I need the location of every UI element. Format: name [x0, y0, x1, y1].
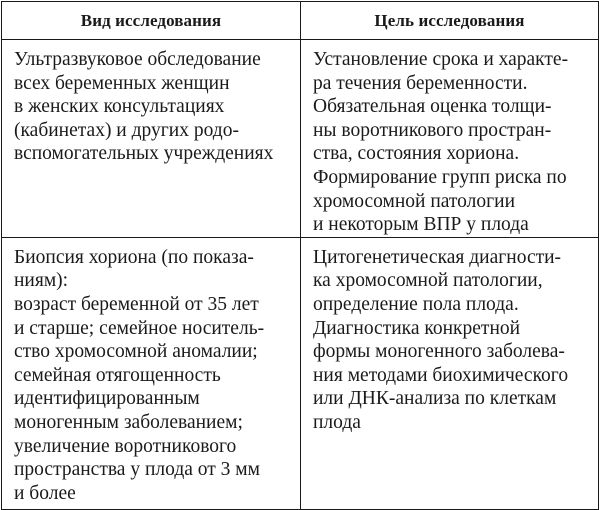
- header-research-goal-label: Цель исследования: [374, 10, 525, 30]
- text-line: Биопсия хориона (по показа-: [14, 246, 254, 268]
- text-line: всех беременных женщин: [14, 72, 230, 94]
- text-line: (кабинетах) и других родо-: [14, 119, 239, 141]
- research-type-cell: [2, 40, 301, 238]
- header-research-type-label: Вид исследования: [80, 10, 222, 30]
- table-row: [2, 40, 599, 238]
- text-line: Формирование групп риска по: [313, 166, 567, 188]
- text-line: идентифицированным: [14, 388, 200, 410]
- text-line: Установление срока и характе-: [313, 49, 569, 70]
- table-header-row: [2, 2, 599, 40]
- text-line: пространства у плода от 3 мм: [14, 459, 260, 481]
- research-table: [1, 1, 599, 510]
- header-research-type: [2, 2, 301, 40]
- text-line: ниям):: [14, 270, 69, 292]
- text-line: и старше; семейное носитель-: [14, 317, 265, 339]
- text-line: ка хромосомной патологии,: [313, 270, 543, 292]
- text-line: ства, состояния хориона.: [313, 143, 520, 165]
- text-line: формы моногенного заболева-: [313, 341, 565, 363]
- text-line: хромосомной патологии: [313, 190, 516, 212]
- research-goal-text: [301, 40, 598, 237]
- table-row: [2, 237, 599, 509]
- text-line: Обязательная оценка толщи-: [313, 96, 552, 118]
- text-line: увеличение воротникового: [14, 435, 237, 457]
- text-line: ра течения беременности.: [313, 72, 528, 94]
- text-line: определение пола плода.: [313, 293, 519, 315]
- text-line: плода: [313, 411, 361, 433]
- text-line: семейная отягощенность: [14, 364, 221, 386]
- text-line: Диагностика конкретной: [313, 317, 521, 339]
- research-type-text: [2, 238, 300, 506]
- text-line: и некоторым ВПР у плода: [313, 214, 529, 236]
- text-line: ния методами биохимического: [313, 364, 569, 386]
- header-research-goal: [301, 2, 599, 40]
- text-line: или ДНК-анализа по клеткам: [313, 388, 557, 410]
- text-line: вспомогательных учреждениях: [14, 143, 274, 165]
- research-type-cell: [2, 237, 301, 509]
- research-type-text: [2, 40, 300, 166]
- text-line: и более: [14, 482, 76, 504]
- research-goal-cell: [301, 40, 599, 238]
- text-line: ство хромосомной аномалии;: [14, 341, 258, 363]
- text-line: в женских консультациях: [14, 96, 225, 118]
- research-goal-text: [301, 238, 598, 435]
- text-line: ны воротникового простран-: [313, 119, 552, 141]
- text-line: Ультразвуковое обследование: [14, 49, 261, 70]
- text-line: моногенным заболеванием;: [14, 411, 243, 433]
- text-line: Цитогенетическая диагности-: [313, 246, 562, 268]
- text-line: возраст беременной от 35 лет: [14, 293, 259, 315]
- research-goal-cell: [301, 237, 599, 509]
